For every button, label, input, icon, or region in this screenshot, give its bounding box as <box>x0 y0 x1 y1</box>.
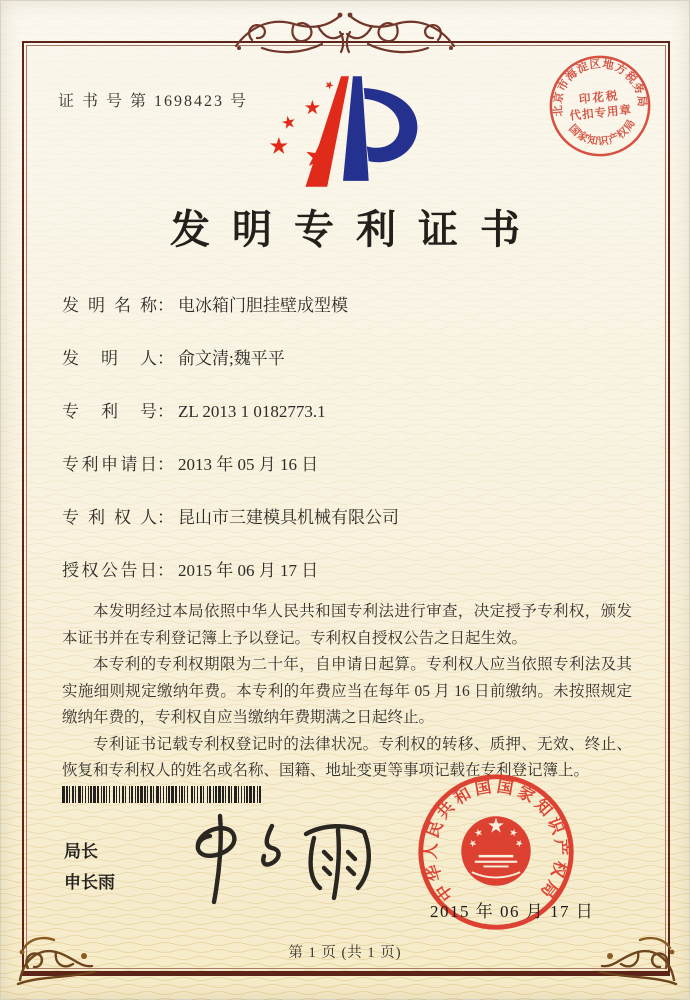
field-value: 俞文清;魏平平 <box>178 349 285 368</box>
tax-stamp-arc-bottom: 国家知识产权局 <box>566 117 639 148</box>
field-value: 2013 年 05 月 16 日 <box>178 455 319 474</box>
gov-seal-ring-text: 中华人民共和国国家知识产权局 <box>420 776 572 905</box>
field-value: 2015 年 06 月 17 日 <box>178 561 319 580</box>
national-emblem-icon <box>461 816 530 885</box>
tax-stamp-line1: 印花税 <box>578 89 620 107</box>
top-ornament-icon <box>230 4 460 60</box>
sipo-logo-icon <box>266 70 424 194</box>
commissioner-title: 局长 <box>64 842 98 861</box>
tax-stamp-arc-top: 北京市海淀区地方税务局 <box>552 58 648 117</box>
field-patentee: 专利权人： 昆山市三建模具机械有限公司 <box>62 504 632 531</box>
field-patent-number: 专利号： ZL 2013 1 0182773.1 <box>62 398 632 425</box>
legal-paragraph-1: 本发明经过本局依照中华人民共和国专利法进行审查，决定授予专利权，颁发本证书并在专利登记簿上予以登记。专利权自授权公告之日起生效。 <box>62 603 632 647</box>
certificate-fields <box>62 292 632 610</box>
field-label: 专利权人 <box>62 508 157 527</box>
legal-paragraph-2: 本专利的专利权期限为二十年，自申请日起算。专利权人应当依照专利法及其实施细则规定缴纳年费。本专利的年费应当在每年 05 月 16 日前缴纳。未按照规定缴纳年费的，专利权自应当缴纳年费期满之日起终止。 <box>62 656 632 726</box>
field-grant-date: 授权公告日： 2015 年 06 月 17 日 <box>62 557 632 584</box>
grant-date-stamp: 2015 年 06 月 17 日 <box>430 902 595 921</box>
field-application-date: 专利申请日： 2013 年 05 月 16 日 <box>62 451 632 478</box>
tax-stamp-line2: 代扣专用章 <box>568 103 633 123</box>
certificate-number: 证 书 号 第 1698423 号 <box>58 93 249 110</box>
legal-text <box>62 599 632 785</box>
commissioner-name: 申长雨 <box>64 873 115 892</box>
field-value: ZL 2013 1 0182773.1 <box>178 402 326 421</box>
field-label: 授权公告日 <box>62 561 157 580</box>
tax-stamp-seal <box>542 48 658 164</box>
document-title: 发明专利证书 <box>170 207 542 252</box>
field-inventor: 发明人： 俞文清;魏平平 <box>62 345 632 372</box>
legal-paragraph-3: 专利证书记载专利权登记时的法律状况。专利权的转移、质押、无效、终止、恢复和专利权人的姓名或名称、国籍、地址变更等事项记载在专利登记簿上。 <box>62 735 632 779</box>
field-label: 发明名称 <box>62 296 157 315</box>
page-number: 第 1 页 (共 1 页) <box>288 945 402 961</box>
barcode <box>62 786 262 803</box>
field-value: 昆山市三建模具机械有限公司 <box>178 508 399 527</box>
field-value: 电冰箱门胆挂壁成型模 <box>178 296 348 315</box>
signature-handwriting-icon <box>168 804 378 908</box>
field-label: 专利申请日 <box>62 455 157 474</box>
field-label: 发明人 <box>62 349 157 368</box>
field-label: 专利号 <box>62 402 157 421</box>
commissioner-block <box>64 836 115 898</box>
field-invention-name: 发明名称： 电冰箱门胆挂壁成型模 <box>62 292 632 319</box>
